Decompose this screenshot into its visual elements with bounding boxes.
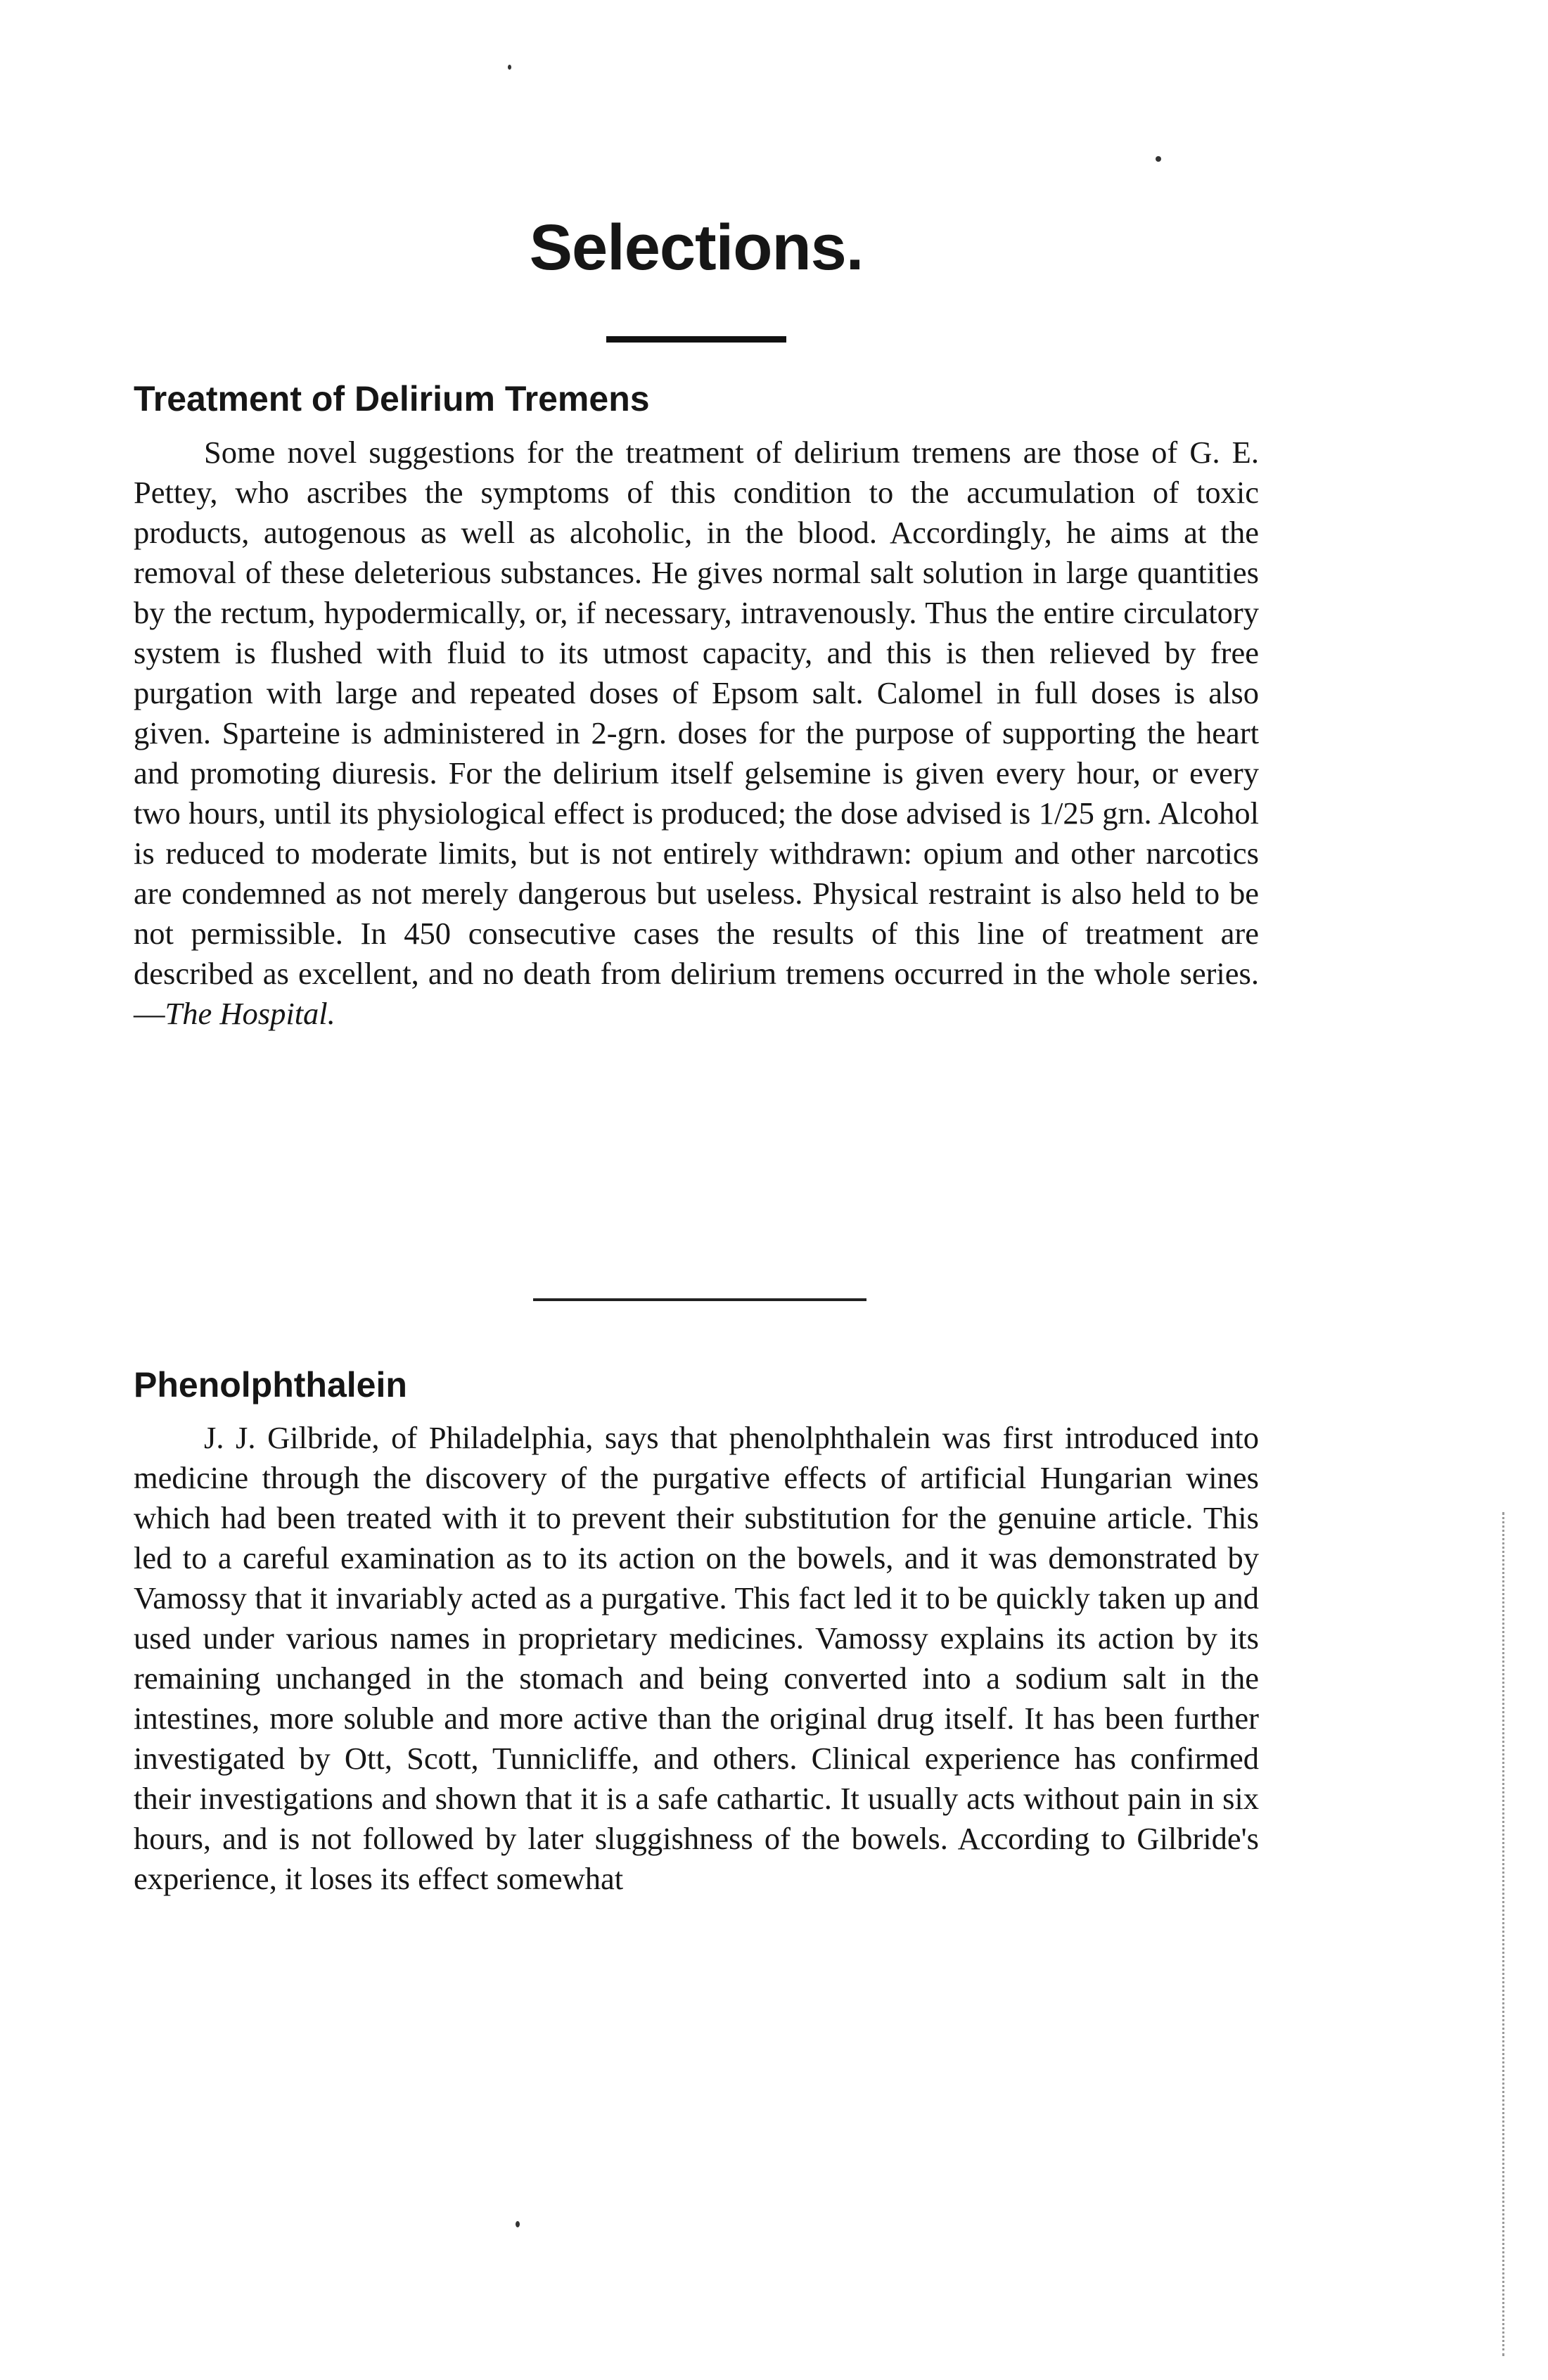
article-body-phenolphthalein: J. J. Gilbride, of Philadelphia, says that phenolphthalein was first introduced into medicine through the discovery of the purgative effects of artificial Hungarian wines which had been treated with it to prevent their substitution for the genuine article. This led to a careful examination as to its action on the bowels, and it was demonstrated by Vamossy that it invariably acted as a purgative. This fact led it to be quickly taken up and used under various names in proprietary medicines. Vamossy explains its action by its remaining unchanged in the stomach and being converted into a sodium salt in the intestines, more soluble and more active than the original drug itself. It has been further investigated by Ott, Scott, Tunnicliffe, and others. Clinical experience has confirmed their investigations and shown that it is a safe cathartic. It usually acts without pain in six hours, and is not followed by later sluggishness of the bowels. According to Gilbride's experience, it loses its effect somewhat — [134, 1420, 1259, 1896]
scan-speck — [508, 65, 511, 70]
article-body-delirium — [134, 433, 1259, 1034]
article-heading-delirium: Treatment of Delirium Tremens — [134, 379, 650, 418]
article-body-text: Some novel suggestions for the treatment of delirium tremens are those of G. E. Pettey, who ascribes the symptoms of this condition to the accumulation of toxic products, autogenous as well as alcoholic, in the blood. Accordingly, he aims at the removal of these deleterious substances. He gives normal salt solution in large quantities by the rectum, hypodermically, or, if necessary, intravenously. Thus the entire circulatory system is flushed with fluid to its utmost capacity, and this is then relieved by free purgation with large and repeated doses of Epsom salt. Calomel in full doses is also given. Sparteine is administered in 2-grn. doses for the purpose of supporting the heart and promoting diuresis. For the delirium itself gelsemine is given every hour, or every two hours, until its physiological effect is produced; the dose advised is 1/25 grn. Alcohol is reduced to moderate limits, but is not entirely withdrawn: opium and other narcotics are condemned as not merely dangerous but useless. Physical restraint is also held to be not permissible. In 450 consecutive cases the results of this line of treatment are described as excellent, and no death from delirium tremens occurred in the whole series.— — [134, 435, 1259, 1031]
scan-speck — [1156, 156, 1161, 162]
article-source: The Hospital. — [165, 996, 335, 1031]
scan-margin-marks — [1502, 1512, 1507, 2356]
article-heading-phenolphthalein: Phenolphthalein — [134, 1365, 407, 1405]
document-page — [134, 0, 1259, 2380]
section-divider — [533, 1298, 866, 1301]
page-title: Selections. — [529, 212, 864, 283]
scan-speck — [516, 2221, 520, 2227]
title-rule — [606, 336, 786, 343]
